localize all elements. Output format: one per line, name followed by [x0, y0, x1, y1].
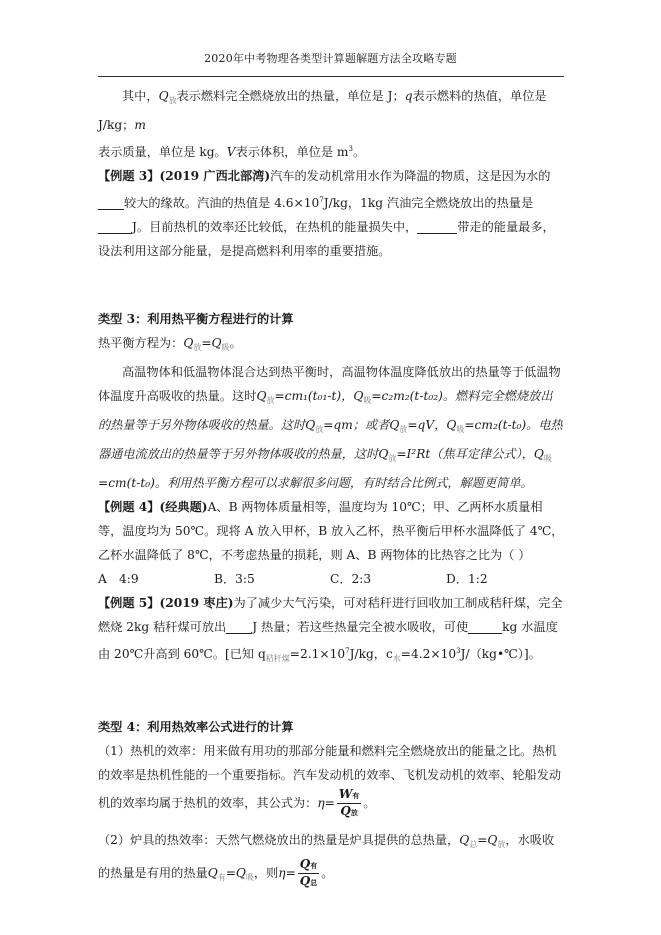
heat-balance-equation: 热平衡方程为：$Q_放=Q_吸$。 [98, 336, 242, 352]
section-3-title: 类型 3：利用热平衡方程进行的计算 [98, 312, 294, 326]
section-4-title: 类型 4：利用热效率公式进行的计算 [98, 720, 294, 734]
section-3-paragraph: 高温物体和低温物体混合达到热平衡时，高温物体温度降低放出的热量等于低温物体温度升高吸收的热量。这时$Q_放=cm_1(t_{01}-t)$，$Q_吸=c_2m_2(t-t_{02})$。燃料完全燃烧放出的热量等于另外物体吸收的热量。这时$Q_放=qm$；或者$Q_放=qV$，$Q_吸=cm_2(t-t_0)$。电热器通电流放出的热量等于另外物体吸收的热量，这时$Q_放=I^2Rt$（焦耳定律公式），$Q_吸=cm(t-t_0)$。利用热平衡方程可以求解很多问题，有时结合比例式，解题更简单。 [98, 365, 563, 490]
option-a: A 4:9 [98, 572, 139, 586]
heat-engine-efficiency: （1）热机的效率：用来做有用功的那部分能量和燃料完全燃烧放出的能量之比。热机的效率是热机性能的一个重要指标。汽车发动机的效率、飞机发动机的效率、轮船发动机的效率均属于热机的效率，其公式为：η= $\frac{\text{W有}}{\text{Q放}}$ 。 [98, 744, 562, 818]
example-3-label: 【例题 3】(2019 广西北部湾) [98, 169, 271, 183]
answer-blank [98, 219, 132, 234]
answer-blank [226, 619, 252, 634]
page-content [98, 84, 564, 890]
answer-blank [417, 219, 457, 234]
option-d: D．1:2 [446, 572, 488, 586]
intro-paragraph: 其中，$Q_放$表示燃料完全燃烧放出的热量，单位是 J；q表示燃料的热值，单位是 J/kg；m 表示质量，单位是 kg。V表示体积，单位是 $m^3$。 [98, 89, 547, 159]
example-4-options [98, 567, 564, 591]
example-5-label: 【例题 5】(2019 枣庄) [98, 596, 234, 610]
answer-blank [98, 195, 124, 210]
stove-efficiency-fraction: $\frac{\text{Q有}}{\text{Q总}}$ [299, 857, 318, 888]
page-header: 2020年中考物理各类型计算题解题方法全攻略专题 [204, 52, 457, 65]
option-b: B．3:5 [214, 572, 255, 586]
efficiency-fraction: $\frac{\text{W有}}{\text{Q放}}$ [338, 787, 360, 818]
option-c: C．2:3 [330, 572, 372, 586]
answer-blank [468, 619, 502, 634]
example-4-label: 【例题 4】(经典题) [98, 500, 208, 514]
header-rule [98, 76, 564, 77]
example-4: 【例题 4】(经典题)A、B 两物体质量相等，温度均为 10℃；甲、乙两杯水质量相等，温度均为 50℃。现将 A 放入甲杯，B 放入乙杯，热平衡后甲杯水温降低了 4℃，乙杯水温降低了 8℃，不考虑热量的损耗，则 A、B 两物体的比热容之比为（ ） [98, 500, 564, 562]
example-3: 【例题 3】(2019 广西北部湾)汽车的发动机常用水作为降温的物质，这是因为水的较大的缘故。汽油的热值是 $4.6\times 10^7J/kg$，1kg 汽油完全燃烧放出的热量是J。目前热机的效率还比较低，在热机的能量损失中， 带走的能量最多，设法利用这部分能量，是提高燃料利用率的重要措施。 [98, 169, 555, 258]
stove-efficiency: （2）炉具的热效率：天然气燃烧放出的热量是炉具提供的总热量，$Q_总=Q_放$，水吸收的热量是有用的热量$Q_有=Q_吸$，则η= $\frac{\text{Q有}}{\text{Q总}}$ 。 [98, 833, 555, 888]
example-5: 【例题 5】(2019 枣庄)为了减少大气污染，可对秸秆进行回收加工制成秸秆煤，完全燃烧 2kg 秸秆煤可放出 J 热量；若这些热量完全被水吸收，可使 kg 水温度由 20℃升高到 60℃。[已知 $q_{秸秆煤}=2.1\times 10^7J/kg$，$c_水=4.2\times 10^3J/(kg•℃)$]。 [98, 596, 563, 663]
